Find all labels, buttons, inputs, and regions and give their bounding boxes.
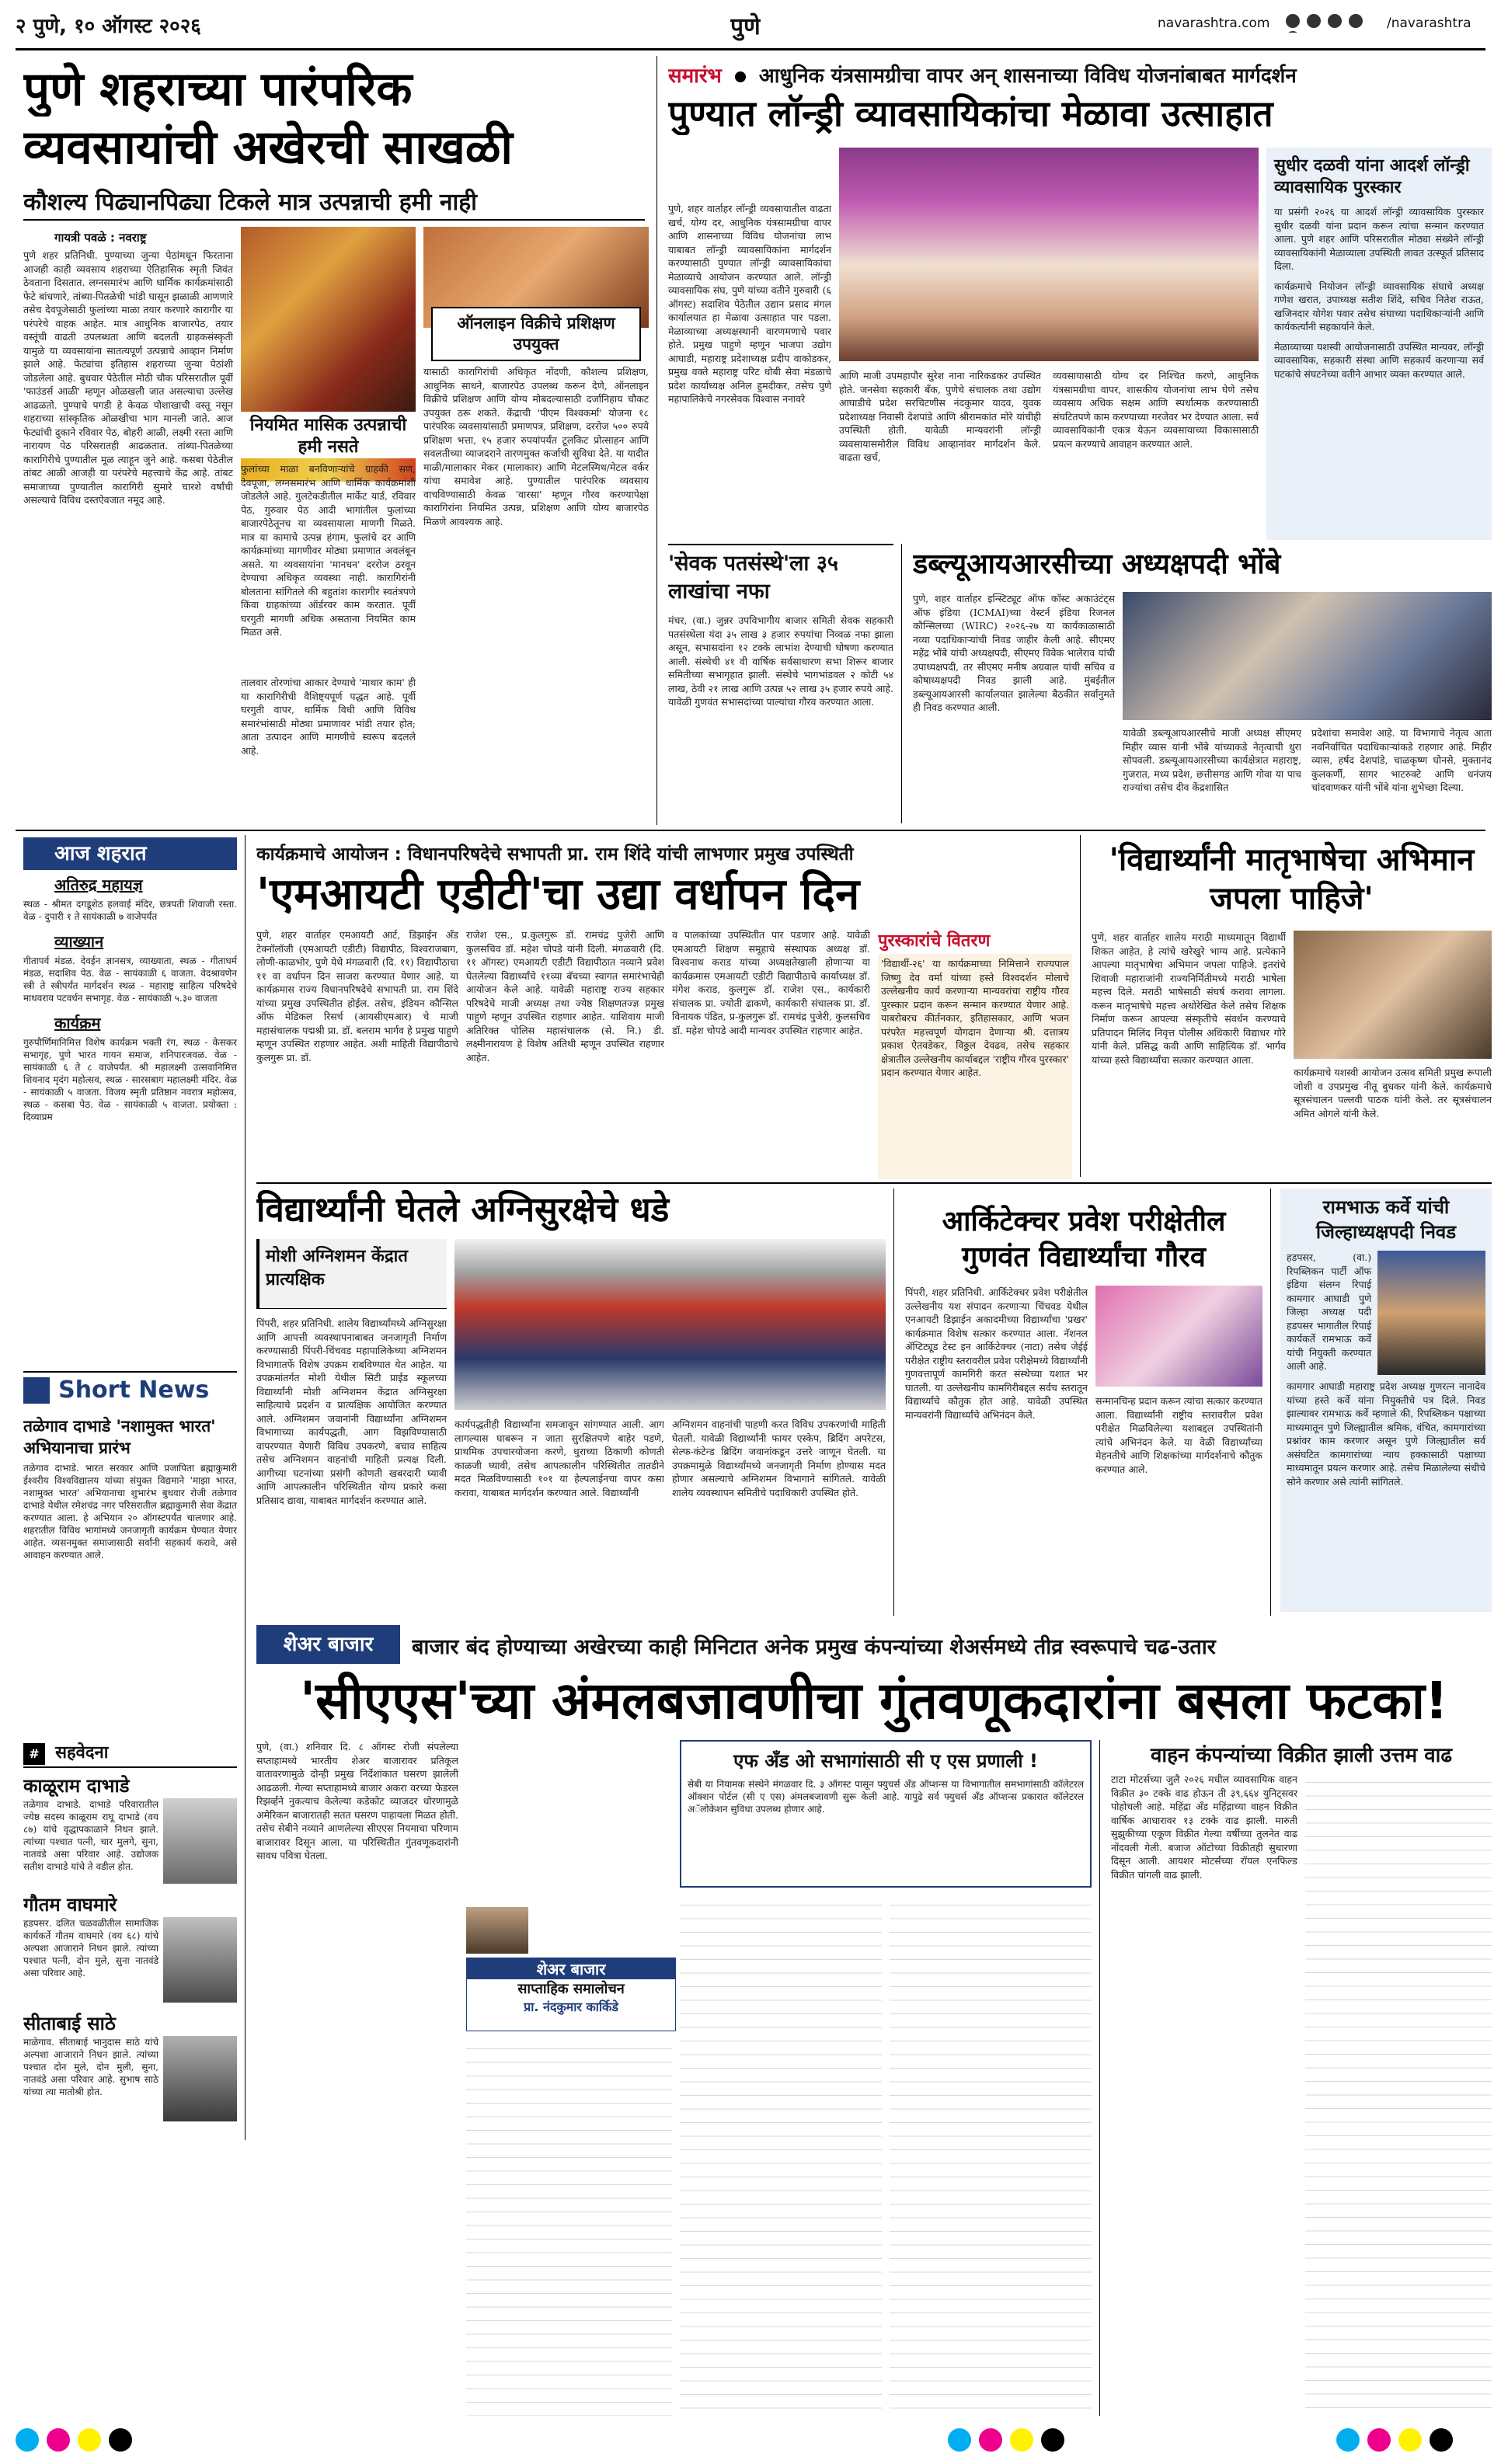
online-box [431,307,641,361]
share-box-heading: एफ अँड ओ सभागांसाठी सी ए एस प्रणाली ! [733,1750,1038,1772]
arch-body-2: सन्मानचिन्ह प्रदान करून त्यांचा सत्कार करण्यात आला. विद्यार्थ्यांनी राष्ट्रीय स्तरावरील प्रवेश परीक्षेत मिळविलेल्या यशाबद्दल उपस्थितांनी त्यांचे अभिनंदन केले. या वेळी विद्यार्थ्यांच्या मेहनतीचे आणि शिक्षकांच्या मार्गदर्शनाचे कौतुक करण्यात आले. [1095,1395,1262,1475]
laundry-body-2: आणि माजी उपमहापौर सुरेश नाना नारिकडकर उपस्थित होते. जनसेवा सहकारी बँक, पुणेचे संचालक तथा उद्योग आघाडीचे प्रदेश सरचिटणीस नंदकुमार यादव, युवक प्रदेशाध्यक्ष निवासी देशपांडे आणि श्रीरामकांत मोरे यांचीही उपस्थिती होती. यावेळी मान्यवरांनी लॉन्ड्री व्यवसायासमोरील विविध आव्हानांवर मार्गदर्शन केले. वाढता खर्च, [839,370,1041,463]
mit-body-2: राजेश एस., प्र.कुलगुरू डॉ. रामचंद्र पुजेरी आणि कुलसचिव डॉ. महेश चोपडे यांनी दिली. मंगळवारी (दि. ११ ऑगस्ट) एमआयटी एडीटी विद्यापीठात नव्याने प्रवेश घेतलेल्या विद्यार्थ्यांचे ११व्या बॅचच्या स्वागत समारंभाचेही आयोजन केले आहे. यावेळी महाराष्ट्र राज्य सहकार परिषदेचे माजी अध्यक्ष तथा ज्येष्ठ शिक्षणतज्ज्ञ प्रमुख पाहुणे म्हणून उपस्थित राहणार आहेत. याशिवाय माजी अतिरिक्त पोलिस महासंचालक (से. नि.) डी. लक्ष्मीनारायण हे विशेष अतिथी म्हणून उपस्थित राहणार आहेत. [466,929,664,1063]
registration-dot-black [1430,2428,1453,2452]
registration-dot-magenta [979,2428,1002,2452]
aaj-item-title: व्याख्यान [54,932,104,951]
registration-dot-yellow [78,2428,101,2452]
arch-headline: आर्किटेक्चर प्रवेश परीक्षेतील गुणवंत विद्यार्थ्यांचा गौरव [942,1206,1226,1273]
share-column-box [466,1958,676,2031]
wirc-body-3: प्रदेशांचा समावेश आहे. या विभागाचे नेतृत्व आता नवनिर्वाचित पदाधिकाऱ्यांकडे राहणार आहे. मिहीर व्यास, हर्षद देशपांडे, चाळकृष्ण घोनसे, मुक्तानंद कुलकर्णी, सागर भाटरुक्टे आणि धनंजय चांदवाणकर यांनी भोंबे यांना शुभेच्छा दिल्या. [1311,727,1492,793]
registration-dot-magenta [47,2428,70,2452]
agni-body-2: कार्यपद्धतीही विद्यार्थ्यांना समजावून सांगण्यात आली. आग लागल्यास घाबरून न जाता सुरक्षितपणे बाहेर पडणे, प्राथमिक उपचारयोजना करणे, धुराच्या ठिकाणी कोणती काळजी घ्यावी, तसेच आपत्कालीन परिस्थितीत तातडीने मदत मिळविण्यासाठी १०१ या हेल्पलाईनचा वापर कसा करावा, याबाबत मार्गदर्शन करण्यात आले. विद्यार्थ्यांनी [454,1418,664,1498]
site-url[interactable]: navarashtra.com [1158,16,1270,31]
laundry-body: पुणे, शहर वार्ताहर लॉन्ड्री व्यवसायातील वाढता खर्च, योग्य दर, आधुनिक यंत्रसामग्रीचा वापर आणि शासनाच्या विविध योजनांचा लाभ याबाबत लॉन्ड्री व्यावसायिकांना मार्गदर्शन करण्यासाठी पुण्यात लॉन्ड्री व्यावसायिकांचा मेळाव्याचे आयोजन करण्यात आले. लॉन्ड्री व्यावसायिक संघ, पुणे यांच्या वतीने गुरुवारी (६ ऑगस्ट) सदाशिव पेठेतील उद्यान प्रसाद मंगल कार्यालयात हा मेळावा उत्साहात पार पडला. मेळाव्याच्या अध्यक्षस्थानी वारणमणाचे पवार होते. प्रमुख पाहुणे म्हणून भाजपा उद्योग आघाडी, महाराष्ट्र प्रदेशाध्यक्ष प्रदीप वाकोडकर, प्रमुख वक्ते महाराष्ट्र परिट धोबी सेवा मंडळाचे प्रदेश कार्याध्यक्ष अनिल हुमदीकर, तसेच पुणे महापालिकेचे नगरसेवक विश्वास ननावरे [668,203,831,405]
matrubhasha-photo [1294,931,1492,1059]
laundry-kicker: समारंभ [668,64,722,88]
obit-body: तळेगाव दाभाडे. दाभाडे परिवारातील ज्येष्ठ सदस्य काळूराम राघू दाभाडे (वय ८७) यांचे वृद्धापकाळाने निधन झाले. त्यांच्या पश्चात पत्नी, चार मुलगे, सुना, नातवंडे असा परिवार आहे. उद्योजक सतीश दाभाडे यांचे ते वडील होत. [23,1799,158,1872]
obit-photo [163,2036,237,2121]
aaj-list [23,874,237,1340]
share-tag: शेअर बाजार [256,1625,400,1664]
laundry-photo [839,148,1259,361]
col-divider-lead [656,56,657,825]
x-icon[interactable] [1307,14,1321,28]
lead-photo-fete [241,227,416,413]
lead-deck: कौशल्य पिढ्यानपिढ्या टिकले मात्र उत्पन्नाची हमी नाही [23,189,477,216]
masthead-rule [16,48,1485,50]
agni-headline: विद्यार्थ्यांनी घेतले अग्निसुरक्षेचे धडे [256,1190,670,1230]
obit-heading-row [23,1740,237,1768]
obit-item [23,1773,237,1884]
mit-body-3: व पालकांच्या उपस्थितीत पार पडणार आहे. यावेळी एमआयटी शिक्षण समूहाचे संस्थापक अध्यक्ष डॉ. विश्वनाथ कराड यांच्या अध्यक्षतेखाली होणाऱ्या या कार्यक्रमास एमआयटी एडीटी विद्यापीठाचे कार्याध्यक्ष डॉ. मंगेश कराड, कुलगुरू डॉ. राजेश एस., कार्यकारी संचालक प्रा. ज्योती ढाकणे, कार्यकारी संचालक प्रा. डॉ. विनायक पंडित, प्र-कुलगुरू डॉ. रामचंद्र पुजेरी, कुलसचिव डॉ. महेश चोपडे आदी मान्यवर उपस्थित राहणार आहेत. [672,929,870,1036]
patsanstha-rule [668,544,893,545]
aaj-item [23,1012,237,1123]
mit-award-heading: पुरस्कारांचे वितरण [878,931,991,951]
instagram-icon[interactable] [1328,14,1342,28]
matrubhasha-body-2: कार्यक्रमाचे यशस्वी आयोजन उत्सव समिती प्रमुख रूपाली जोशी व उपप्रमुख नीतू बुधकर यांनी केले. कार्यक्रमाचे सूत्रसंचालन पल्लवी पाठक यांनी केले. तर सूत्रसंचालन अमित ओगले यांनी केले. [1294,1067,1492,1119]
award-body-2: कार्यक्रमाचे नियोजन लॉन्ड्री व्यावसायिक संघाचे अध्यक्ष गणेश खरात, उपाध्यक्ष सतीश शिंदे, सचिव नितेश राऊत, खजिनदार योगेश पवार तसेच संघाच्या पदाधिकाऱ्यांनी आणि कार्यकर्त्यांनी सहकार्याने केले. [1274,280,1484,332]
masthead [0,0,1501,54]
karve-body: हडपसर, (वा.) रिपब्लिकन पार्टी ऑफ इंडिया संलग्न रिपाई कामगार आघाडी पुणे जिल्हा अध्यक्ष पदी हडपसर भागातील रिपाई कार्यकर्ते रामभाऊ कर्वे यांची नियुक्ती करण्यात आली आहे. [1287,1251,1372,1372]
registration-dot-yellow [1398,2428,1422,2452]
page-city: पुणे [730,13,761,40]
mit-headline: 'एमआयटी एडीटी'चा उद्या वर्धापन दिन [256,869,860,920]
mit-body: पुणे, शहर वार्ताहर एमआयटी आर्ट, डिझाईन अँड टेक्नॉलॉजी (एमआयटी एडीटी) विद्यापीठ, विश्वराजबाग, लोणी-काळभोर, पुणे येथे मंगळवारी (दि. ११) विद्यापीठाचा ११ वा वर्धापन दिन साजरा करण्यात येणार आहे. या कार्यक्रमास राज्य विधानपरिषदेचे सभापती प्रा. राम शिंदे यांच्या प्रमुख उपस्थितीत होईल. तसेच, इंडियन कौन्सिल ऑफ मेडिकल रिसर्च (आयसीएमआर) चे माजी महासंचालक पद्मश्री प्रा. डॉ. बलराम भार्गव हे प्रमुख पाहुणे म्हणून उपस्थित राहणार आहेत. अशी माहिती विद्यापीठाचे कुलगुरू प्रा. डॉ. [256,929,458,1063]
lead-side-body-2: तालवार तोरणांचा आकार देण्याचे 'माथार काम' ही या कारागिरीची वैशिष्ट्यपूर्ण पद्धत आहे. पूर्वी घरगुती वापर, धार्मिक विधी आणि विविध समारंभांसाठी मोठ्या प्रमाणावर भांडी तयार होत; आता उत्पादन आणि मागणीचे स्वरूप बदलले आहे. [241,677,416,757]
matrubhasha-headline: 'विद्यार्थ्यांनी मातृभाषेचा अभिमान जपला पाहिजे' [1109,842,1475,917]
wirc-body-2: यावेळी डब्ल्यूआयआरसीचे माजी अध्यक्ष सीएमए मिहीर व्यास यांनी भोंबे यांच्याकडे नेतृत्वाची धुरा सोपवली. डब्ल्यूआयआरसीच्या कार्यक्षेत्रात महाराष्ट्र, गुजरात, मध्य प्रदेश, छत्तीसगड आणि गोवा या पाच राज्यांचा तसेच दीव केंद्रशासित [1123,727,1301,793]
print-marks-left [16,2425,171,2456]
social-handle: /navarashtra [1387,16,1471,31]
registration-dot-magenta [1367,2428,1391,2452]
share-filler-col-2 [466,2039,672,2416]
registration-dot-cyan [1336,2428,1360,2452]
obit-name: सीताबाई साठे [23,2013,116,2034]
agni-body-3: अग्निशमन वाहनांची पाहणी करत विविध उपकरणांची माहिती घेतली. यावेळी विद्यार्थ्यांनी फायर एस्केप, ब्रिदिंग अपरेटस, सेल्फ-कंटेन्ड ब्रिदिंग जवानांकडून उत्तरे जाणून घेतली. या उपक्रमामुळे विद्यार्थ्यांमध्ये जनजागृती निर्माण होण्यास मदत होणार असल्याचे अग्निशमन विभागाने सांगितले. यावेळी शालेय व्यवस्थापन समितीचे पदाधिकारी उपस्थित होते. [672,1418,886,1498]
patsanstha-heading: 'सेवक पतसंस्थे'ला ३५ लाखांचा नफा [668,552,838,604]
registration-dot-black [109,2428,132,2452]
registration-dot-cyan [948,2428,971,2452]
shortnews-rule [23,1371,237,1373]
share-filler-col-3 [680,1895,882,2416]
col-divider-aaj [245,835,246,2140]
section-rule-2 [256,1182,1492,1184]
share-filler-col-4 [890,1895,1092,2416]
agni-photo [454,1239,886,1410]
wirc-headline: डब्ल्यूआयआरसीच्या अध्यक्षपदी भोंबे [913,548,1281,580]
wirc-photo [1123,592,1492,720]
obit-item [23,2010,237,2121]
share-box [680,1740,1092,1888]
print-marks-right [1336,2425,1492,2456]
shortnews-body: तळेगाव दाभाडे. भारत सरकार आणि प्रजापिता ब्रह्माकुमारी ईश्वरीय विश्वविद्यालय यांच्या संयुक्त विद्यमाने 'माझा भारत, नशामुक्त भारत' अभियानाचा शुभारंभ बुधवार रोजी तळेगाव दाभाडे येथील रमेशचंद्र नगर परिसरातील ब्रह्माकुमारी सेवा केंद्रात करण्यात आला. हे अभियान २० ऑगस्टपर्यंत चालणार आहे. शहरातील विविध भागांमध्ये जनजागृती कार्यक्रम घेण्यात येणार आहेत. व्यसनमुक्त समाजासाठी सर्वांनी सहकार्य करावे, असे आवाहन करण्यात आले. [23,1463,237,1561]
karve-body-2: कामगार आघाडी महाराष्ट्र प्रदेश अध्यक्ष गुणरत्न नानादेव यांच्या हस्ते कर्वे यांना नियुक्तीचे पत्र दिले. निवड झाल्यावर रामभाऊ कर्वे म्हणाले की, रिपब्लिकन पक्षाच्या माध्यमातून पुणे जिल्ह्यातील श्रमिक, वंचित, कामगारांच्या प्रश्नांवर काम करणार असून पुणे जिल्ह्यातील सर्व असंघटित कामगारांच्या न्याय हक्कासाठी पक्षाच्या माध्यमातून प्रयत्न करणार आहे. तसेच मिळालेल्या संधीचे सोने करणार असे त्यांनी सांगितले. [1287,1380,1485,1488]
award-body-3: मेळाव्याच्या यशस्वी आयोजनासाठी उपस्थित मान्यवर, लॉन्ड्री व्यावसायिक, सहकारी संस्था आणि सहकार्य करणाऱ्या सर्व घटकांचे संघटनेच्या वतीने आभार व्यक्त करण्यात आले. [1274,340,1484,380]
laundry-kicker-row [668,61,1492,90]
share-box-body: सेबी या नियामक संस्थेने मंगळवार दि. ३ ऑगस्ट पासून फ्युचर्स अँड ऑप्शन्स या विभागातील समभागांसाठी कॉलेटरल ऑक्शन पोर्टल (सी ए एस) अंमलबजावणी सुरू केली आहे. यापुढे सर्व फ्युचर्स अँड ऑप्शन्स प्रकारात कॉलेटरल अॅलोकेशन सुविधा उपलब्ध होणार आहे. [688,1779,1084,1815]
wirc-body: पुणे, शहर वार्ताहर इन्स्टिट्यूट ऑफ कॉस्ट अकाउंटंट्स ऑफ इंडिया (ICMAI)च्या वेस्टर्न इंडिया रिजनल कौन्सिलच्या (WIRC) २०२६-२७ या कार्यकाळासाठी नव्या पदाधिकाऱ्यांची निवड जाहीर केली आहे. सीएमए महेंद्र भोंबे यांची अध्यक्षपदी, सीएमए विवेक भालेराव यांची उपाध्यक्षपदी, तर सीएमए मनीष अग्रवाल यांची सचिव व कोषाध्यक्षपदी निवड झाली आहे. मुंबईतील डब्ल्यूआयआरसी कार्यालयात झालेल्या बैठकीत सर्वानुमते ही निवड करण्यात आली. [913,593,1115,713]
hash-icon: # [23,1743,45,1765]
obit-list [23,1773,237,2410]
obit-photo [163,1798,237,1884]
lead-headline-2: व्यवसायांची अखेरची साखळी [23,120,513,175]
col-divider-mit [1080,835,1081,1177]
obit-body: माळेगाव. सीताबाई भानुदास साठे यांचे अल्पशा आजाराने निधन झाले. त्यांच्या पश्चात दोन मुले, दोन मुली, सुना, नातवंडे असा परिवार आहे. सुभाष साठे यांच्या त्या मातोश्री होत. [23,2037,158,2097]
share-right-heading: वाहन कंपन्यांच्या विक्रीत झाली उत्तम वाढ [1150,1744,1453,1767]
shortnews-heading-row [23,1376,237,1411]
lead-body: पुणे शहर प्रतिनिधी. पुण्याच्या जुन्या पेठांमधून फिरताना आजही काही व्यवसाय शहराच्या ऐतिहासिक स्मृती जिवंत ठेवताना दिसतात. लग्नसमारंभ आणि धार्मिक कार्यक्रमांसाठी फेटे बांधणारे, तांब्या-पितळेची भांडी घासून झळाळी आणणारे तसेच देवपूजेसाठी फुलांच्या माळा तयार करणारे कारागीर या परंपरेचे वाहक आहेत. मात्र आधुनिक बाजारपेठ, तयार वस्तूंची वाढती उपलब्धता आणि बदलती ग्राहकसंस्कृती यामुळे या व्यवसायांना सातत्यपूर्ण उत्पन्नाचे आव्हान निर्माण झाले आहे. फेट्यांचा इतिहास शहराच्या जुन्या पेठांशी जोडलेला आहे. बुधवार पेठेतील मोठी चौक परिसरातील पूर्वी 'फाउंडर्स आळी' म्हणून ओळखली जात असल्याचा उल्लेख आढळतो. पुण्याचे पगडी हे केवळ पोशाखाची वस्तू नसून शहराच्या सांस्कृतिक ओळखीचा भाग मानली जाते. आज फेट्यांची दुकाने रविवार पेठ, बोहरी आळी, लक्ष्मी रस्ता आणि नारायण पेठ परिसरातही आढळतात. तांब्या-पितळेच्या कारागिरीचे पुण्यातील मूळ त्याहून जुने आहे. कसबा पेठेतील तांबट आळी आजही या परंपरेचे महत्त्वाचे केंद्र आहे. तांबट समाजाच्या पुण्यातील कारागिरी सुमारे चारशे वर्षांची असल्याचे विविध दस्तऐवजात नमूद आहे. [23,249,233,506]
laundry-kicker-text: आधुनिक यंत्रसामग्रीचा वापर अन् शासनाच्या विविध योजनांबाबत मार्गदर्शन [758,64,1297,88]
facebook-icon[interactable] [1286,14,1300,28]
share-column-sub: साप्ताहिक समालोचन [517,1981,625,1997]
obit-name: काळूराम दाभाडे [23,1775,130,1797]
col-divider-agni [893,1188,894,1616]
mit-award-body: 'विद्यार्थी-२६' या कार्यक्रमाच्या निमित्ताने राज्यपाल जिष्णु देव वर्मा यांच्या हस्ते विश्वदर्शन मोलाचे उल्लेखनीय कार्य करणाऱ्या मान्यवरांचा राष्ट्रीय गौरव पुरस्कार प्रदान करून सन्मान करण्यात येणार आहे. याबरोबरच कीर्तनकार, इतिहासकार, आणि भजन परंपरेत महत्त्वपूर्ण योगदान देणाऱ्या श्री. दत्तात्रय प्रकाश ऐतवडेकर, विठ्ठल देवढव, तसेच सहकार क्षेत्रातील उल्लेखनीय कार्याबद्दल 'राष्ट्रीय गौरव पुरस्कार' प्रदान करण्यात येणार आहेत. [878,954,1072,1179]
lead-side-body: फुलांच्या माळा बनविणाऱ्यांचे ग्राहकी सण, देवपूजा, लग्नसमारंभ आणि धार्मिक कार्यक्रमांशी जोडलेले आहे. गुलटेकडीतील मार्केट यार्ड, रविवार पेठ, गुरुवार पेठ आदी भागांतील फुलांच्या बाजारपेठेतूनच या व्यवसायाला माणगी मिळते. मात्र या कामाचे उत्पन्न हंगाम, फुलांचे दर आणि कार्यक्रमांच्या मागणीवर मोठ्या प्रमाणात अवलंबून असते. या व्यवसायांना 'मानधन' दररोज ठरवून देण्याचा अधिकृत व्यवस्था नाही. कारागिरांनी बोलताना सांगितले की बहुतांश कारागीर स्वतंत्रपणे किंवा ग्राहकांच्या ऑर्डरवर काम करतात. पूर्वी घरगुती मागणी अधिक असताना नियमित काम मिळत असे. [241,463,416,638]
award-heading: सुधीर दळवी यांना आदर्श लॉन्ड्री व्यावसायिक पुरस्कार [1274,156,1470,197]
karve-box [1280,1188,1492,1612]
award-body: या प्रसंगी २०२६ या आदर्श लॉन्ड्री व्यावसायिक पुरस्कार सुधीर दळवी यांना प्रदान करून त्यांचा सन्मान करण्यात आला. पुणे शहर आणि परिसरातील मोठ्या संख्येने लॉन्ड्री व्यावसायिकांनी मेळाव्याला उपस्थिती लावत उत्स्फूर्त प्रतिसाद दिला. [1274,206,1484,272]
obit-body: हडपसर. दलित चळवळीतील सामाजिक कार्यकर्ते गौतम वाघमारे (वय ६८) यांचे अल्पशा आजाराने निधन झाले. त्यांच्या पश्चात पत्नी, दोन मुले, सुना नातवंडे असा परिवार आहे. [23,1918,158,1979]
matrubhasha-body: पुणे, शहर वार्ताहर शालेय मराठी माध्यमातून विद्यार्थी शिकत आहेत, हे त्यांचे खरेखुरे भाग्य आहे. प्रत्येकाने आपल्या मातृभाषेचा अभिमान जपला पाहिजे. इतरांचे शिवाजी महाराजांनी राज्यनिर्मितीमध्ये मराठी भाषेला महत्त्व दिले. मराठी भाषेसाठी संघर्ष करावा लागला. करून मातृभाषेचे महत्त्व अधोरेखित केले तसेच शिक्षक निर्माण करून आपल्या संस्कृतीचे संवर्धन करण्याचे प्रतिपादन मिलिंद निवृत्त पोलीस अधिकारी विद्याधर गोरे यांनी केले. प्रसिद्ध कवी आणि साहित्यिक डॉ. भार्गव यांच्या हस्ते विद्यार्थ्यांचा सत्कार करण्यात आला. [1092,931,1286,1066]
aaj-item [23,931,237,1004]
share-headline: 'सीएएस'च्या अंमलबजावणीचा गुंतवणूकदारांना बसला फटका! [299,1671,1449,1731]
lead-side-heading: नियमित मासिक उत्पन्नाची हमी नसते [241,412,416,458]
share-column-title: शेअर बाजार [467,1958,675,1979]
online-body: यासाठी कारागिरांची अधिकृत नोंदणी, कौशल्य प्रशिक्षण, आधुनिक साधने, बाजारपेठ उपलब्ध करून देणे, ऑनलाइन विक्रीचे प्रशिक्षण आणि योग्य मोबदल्यासाठी दर्जानिहाय चौकट उपयुक्त ठरू शकते. केंद्राची 'पीएम विश्वकर्मा' योजना १८ पारंपरिक व्यवसायांसाठी प्रमाणपत्र, प्रशिक्षण, दररोज ५०० रुपये प्रशिक्षण भत्ता, १५ हजार रुपयांपर्यंत टूलकिट प्रोत्साहन आणि सवलतीच्या व्याजदराने तारणमुक्त कर्जाची सुविधा देते. या यादीत माळी/मालाकार मेकर (मालाकार) आणि मेटलस्मिथ/मेटल वर्कर यांचा समावेश आहे. पुण्यातील पारंपरिक व्यवसाय वाचविण्यासाठी केवळ 'वारसा' म्हणून गौरव करण्यापेक्षा कारागिरांना नियमित उत्पन्न, प्रशिक्षण आणि योग्य बाजारपेठ मिळणे आवश्यक आहे. [423,366,649,527]
share-filler-col-6 [1305,1773,1492,2416]
aaj-heading: आज शहरात [23,837,237,870]
section-rule-1 [16,830,1485,831]
share-columnist-photo [466,1907,528,1954]
agni-sub: मोशी अग्निशमन केंद्रात प्रात्यक्षिक [256,1239,447,1309]
mit-kicker: कार्यक्रमाचे आयोजन : विधानपरिषदेचे सभापती प्रा. राम शिंदे यांची लाभणार प्रमुख उपस्थिती [256,844,854,865]
share-columnist: प्रा. नंदकुमार कार्किडे [524,1999,618,2014]
aaj-item-body: स्थळ - श्रीमत दगडूशेठ हलवाई मंदिर, छत्रपती शिवाजी रस्ता. वेळ - दुपारी १ ते सायंकाळी ७ वाजेपर्यंत [23,899,237,922]
registration-dot-yellow [1010,2428,1033,2452]
aaj-item [23,874,237,923]
agni-body: पिंपरी, शहर प्रतिनिधी. शालेय विद्यार्थ्यांमध्ये अग्निसुरक्षा आणि आपत्ती व्यवस्थापनाबाबत जनजागृती निर्माण करण्यासाठी पिंपरी-चिंचवड महापालिकेच्या अग्निशमन विभागातर्फे विशेष उपक्रम राबविण्यात येत आहेत. या उपक्रमांतर्गत मोशी येथील सिटी प्राईड स्कूलच्या विद्यार्थ्यांनी मोशी अग्निशमन केंद्रात अग्निसुरक्षा साहित्याचे प्रदर्शन व प्रात्यक्षिक आयोजित करण्यात आले. अग्निशमन जवानांनी विद्यार्थ्यांना अग्निशमन विभागाच्या कार्यपद्धती, आग विझविण्यासाठी वापरण्यात येणारी विविध उपकरणे, बचाव साहित्य तसेच अग्निशमन वाहनांची माहिती प्रत्यक्ष दिली. आगीच्या घटनांच्या प्रसंगी कोणती खबरदारी घ्यावी आणि आपत्कालीन परिस्थितीत योग्य प्रकारे कसा प्रतिसाद द्यावा, याबाबत मार्गदर्शन करण्यात आले. [256,1317,447,1506]
share-kicker: बाजार बंद होण्याच्या अखेरच्या काही मिनिटात अनेक प्रमुख कंपन्यांच्या शेअर्समध्ये तीव्र स्वरूपाचे चढ-उतार [412,1635,1216,1659]
youtube-icon[interactable] [1349,14,1363,28]
lead-headline-1: पुणे शहराच्या पारंपरिक [23,62,413,117]
col-divider-patsanstha [901,544,902,823]
print-marks-center [948,2425,1103,2456]
shortnews-icon [23,1377,50,1404]
aaj-item-title: कार्यक्रम [54,1014,101,1032]
aaj-item-title: अतिरुद्र महायज्ञ [54,875,143,894]
aaj-item-body: गीतापर्व मंडळ. देवईन ज्ञानसत्र, व्याख्याता, स्थळ - गीताधर्म मंडळ, सदाशिव पेठ. वेळ - सायंकाळी ६ वाजता. वेदश्रावणेन स्त्री ते स्त्रीपर्यंत मार्गदर्शन स्थळ - महाराष्ट्र साहित्य परिषदेचे माधवराव पटवर्धन सभागृह. वेळ - सायंकाळी ५.३० वाजता [23,955,237,1004]
arch-photo [1095,1286,1262,1387]
patsanstha-body: मंचर, (वा.) जुन्नर उपविभागीय बाजार समिती सेवक सहकारी पतसंस्थेला यंदा ३५ लाख ३ हजार रुपयांचा निव्वळ नफा झाला असून, सभासदांना १२ टक्के लाभांश देण्याची घोषणा करण्यात आली. संस्थेची ४१ वी वार्षिक सर्वसाधारण सभा शिरूर बाजार समितीच्या सभागृहात झाली. संस्थेचे भागभांडवल २ कोटी ५४ लाख, ठेवी २१ लाख आणि उत्पन्न ५२ लाख ३५ हजार रुपये आहे. यावेळी गुणवंत सभासदांच्या पाल्यांचा गौरव करण्यात आला. [668,614,893,708]
linkedin-icon[interactable] [1286,31,1300,33]
page-date: २ पुणे, १० ऑगस्ट २०२६ [16,15,201,38]
karve-photo [1377,1251,1485,1375]
laundry-body-3: व्यवसायासाठी योग्य दर निश्चित करणे, आधुनिक यंत्रसामग्रीचा वापर, शासकीय योजनांचा लाभ घेणे तसेच व्यवसाय अधिक सक्षम आणि स्पर्धात्मक करण्यासाठी संघटितपणे काम करण्याच्या गरजेवर भर देण्यात आला. सर्व व्यावसायिकांनी एकत्र येऊन व्यवसायाच्या विकासासाठी प्रयत्न करण्याचे आवाहन करण्यात आले. [1053,370,1259,450]
shortnews-heading: Short News [58,1376,210,1404]
aaj-item-body: गुरुपौर्णिमानिमित्त विशेष कार्यक्रम भक्ती रंग, स्थळ - केसकर सभागृह, पुणे भारत गायन समाज, शनिपारजवळ. वेळ - सायंकाळी ६ ते ८ वाजेपर्यंत. श्री महालक्ष्मी उत्सवानिमित्त शिवनाद मृदंग महोत्सव, स्थळ - सारसबाग महालक्ष्मी मंदिर. वेळ - सायंकाळी ५ वाजता. विजय स्मृती प्रतिष्ठान नवरात्र महोत्सव, स्थळ - कसबा पेठ. वेळ - सायंकाळी ५ वाजता. प्रयोक्ता : दिव्याप्रम [23,1037,237,1122]
shortnews-title: तळेगाव दाभाडे 'नशामुक्त भारत' अभियानाचा प्रारंभ [23,1417,216,1457]
obit-name: गौतम वाघमारे [23,1894,117,1916]
social-icons[interactable] [1286,14,1379,33]
karve-headline: रामभाऊ कर्वे यांची जिल्हाध्यक्षपदी निवड [1315,1196,1457,1243]
obit-item [23,1892,237,2003]
registration-dot-black [1041,2428,1064,2452]
col-divider-share [1099,1740,1100,2416]
lead-rule [23,219,645,221]
lead-byline: गायत्री पवळे : नवराष्ट्र [54,231,147,245]
col-divider-arch [1270,1188,1271,1616]
obit-photo [163,1917,237,2003]
registration-dot-cyan [16,2428,39,2452]
share-body: पुणे, (वा.) शनिवार दि. ८ ऑगस्ट रोजी संपलेल्या सप्ताहामध्ये भारतीय शेअर बाजारावर प्रतिकूल वातावरणामुळे दोन्ही प्रमुख निर्देशांकात घसरण झालेली आढळली. गेल्या सप्ताहामध्ये बाजार अकरा वरच्या फेडरल रिझर्व्हने नुकत्याच केलेल्या कडेकोट व्याजदर धोरणामुळे अमेरिकन बाजारातही सतत घसरण पाहायला मिळत होती. तसेच सेबीने नव्याने आणलेल्या सीएएस नियमाचा परिणाम बाजारावर दिसून आला. या परिस्थितीत गुंतवणूकदारांनी सावध पवित्रा घेतला. [256,1741,458,1861]
award-box [1266,148,1492,540]
arch-body: पिंपरी, शहर प्रतिनिधी. आर्किटेक्चर प्रवेश परीक्षेतील उल्लेखनीय यश संपादन करणाऱ्या चिंचवड येथील एनआयटी डिझाईन अकादमीच्या विद्यार्थ्यांचा 'प्रखर' कार्यक्रमात विशेष सत्कार करण्यात आला. नॅशनल ॲप्टिट्यूड टेस्ट इन आर्किटेक्चर (नाटा) तसेच जेईई परीक्षेत राष्ट्रीय स्तरावरील प्रवेश परीक्षेमध्ये विद्यार्थ्यांनी गुणवत्तापूर्ण कामगिरी करत संस्थेच्या यशात भर घातली. या उल्लेखनीय कामगिरीबद्दल सर्वच स्तरातून विद्यार्थ्यांचे कौतुक होत आहे. यावेळी उपस्थित मान्यवरांनी विद्यार्थ्यांचे अभिनंदन केले. [905,1286,1088,1421]
online-heading: ऑनलाइन विक्रीचे प्रशिक्षण उपयुक्त [457,314,615,353]
laundry-headline: पुण्यात लॉन्ड्री व्यावसायिकांचा मेळावा उत्साहात [668,92,1273,134]
share-right-body: टाटा मोटर्सच्या जुलै २०२६ मधील व्यावसायिक वाहन विक्रीत ३० टक्के वाढ होऊन ती ३९,६६४ युनिट्सवर पोहोचली आहे. महिंद्रा अँड महिंद्राच्या वाहन विक्रीत वार्षिक आधारावर १३ टक्के वाढ झाली. मारुती सुझुकीच्या एकूण विक्रीत गेल्या वर्षीच्या तुलनेत वाढ नोंदवली गेली. बजाज ऑटोच्या विक्रीतही सुधारणा दिसून आली. आयशर मोटर्सच्या रॉयल एनफिल्ड विक्रीत चांगली वाढ झाली. [1111,1773,1297,1881]
obit-heading: सहवेदना [55,1743,109,1763]
